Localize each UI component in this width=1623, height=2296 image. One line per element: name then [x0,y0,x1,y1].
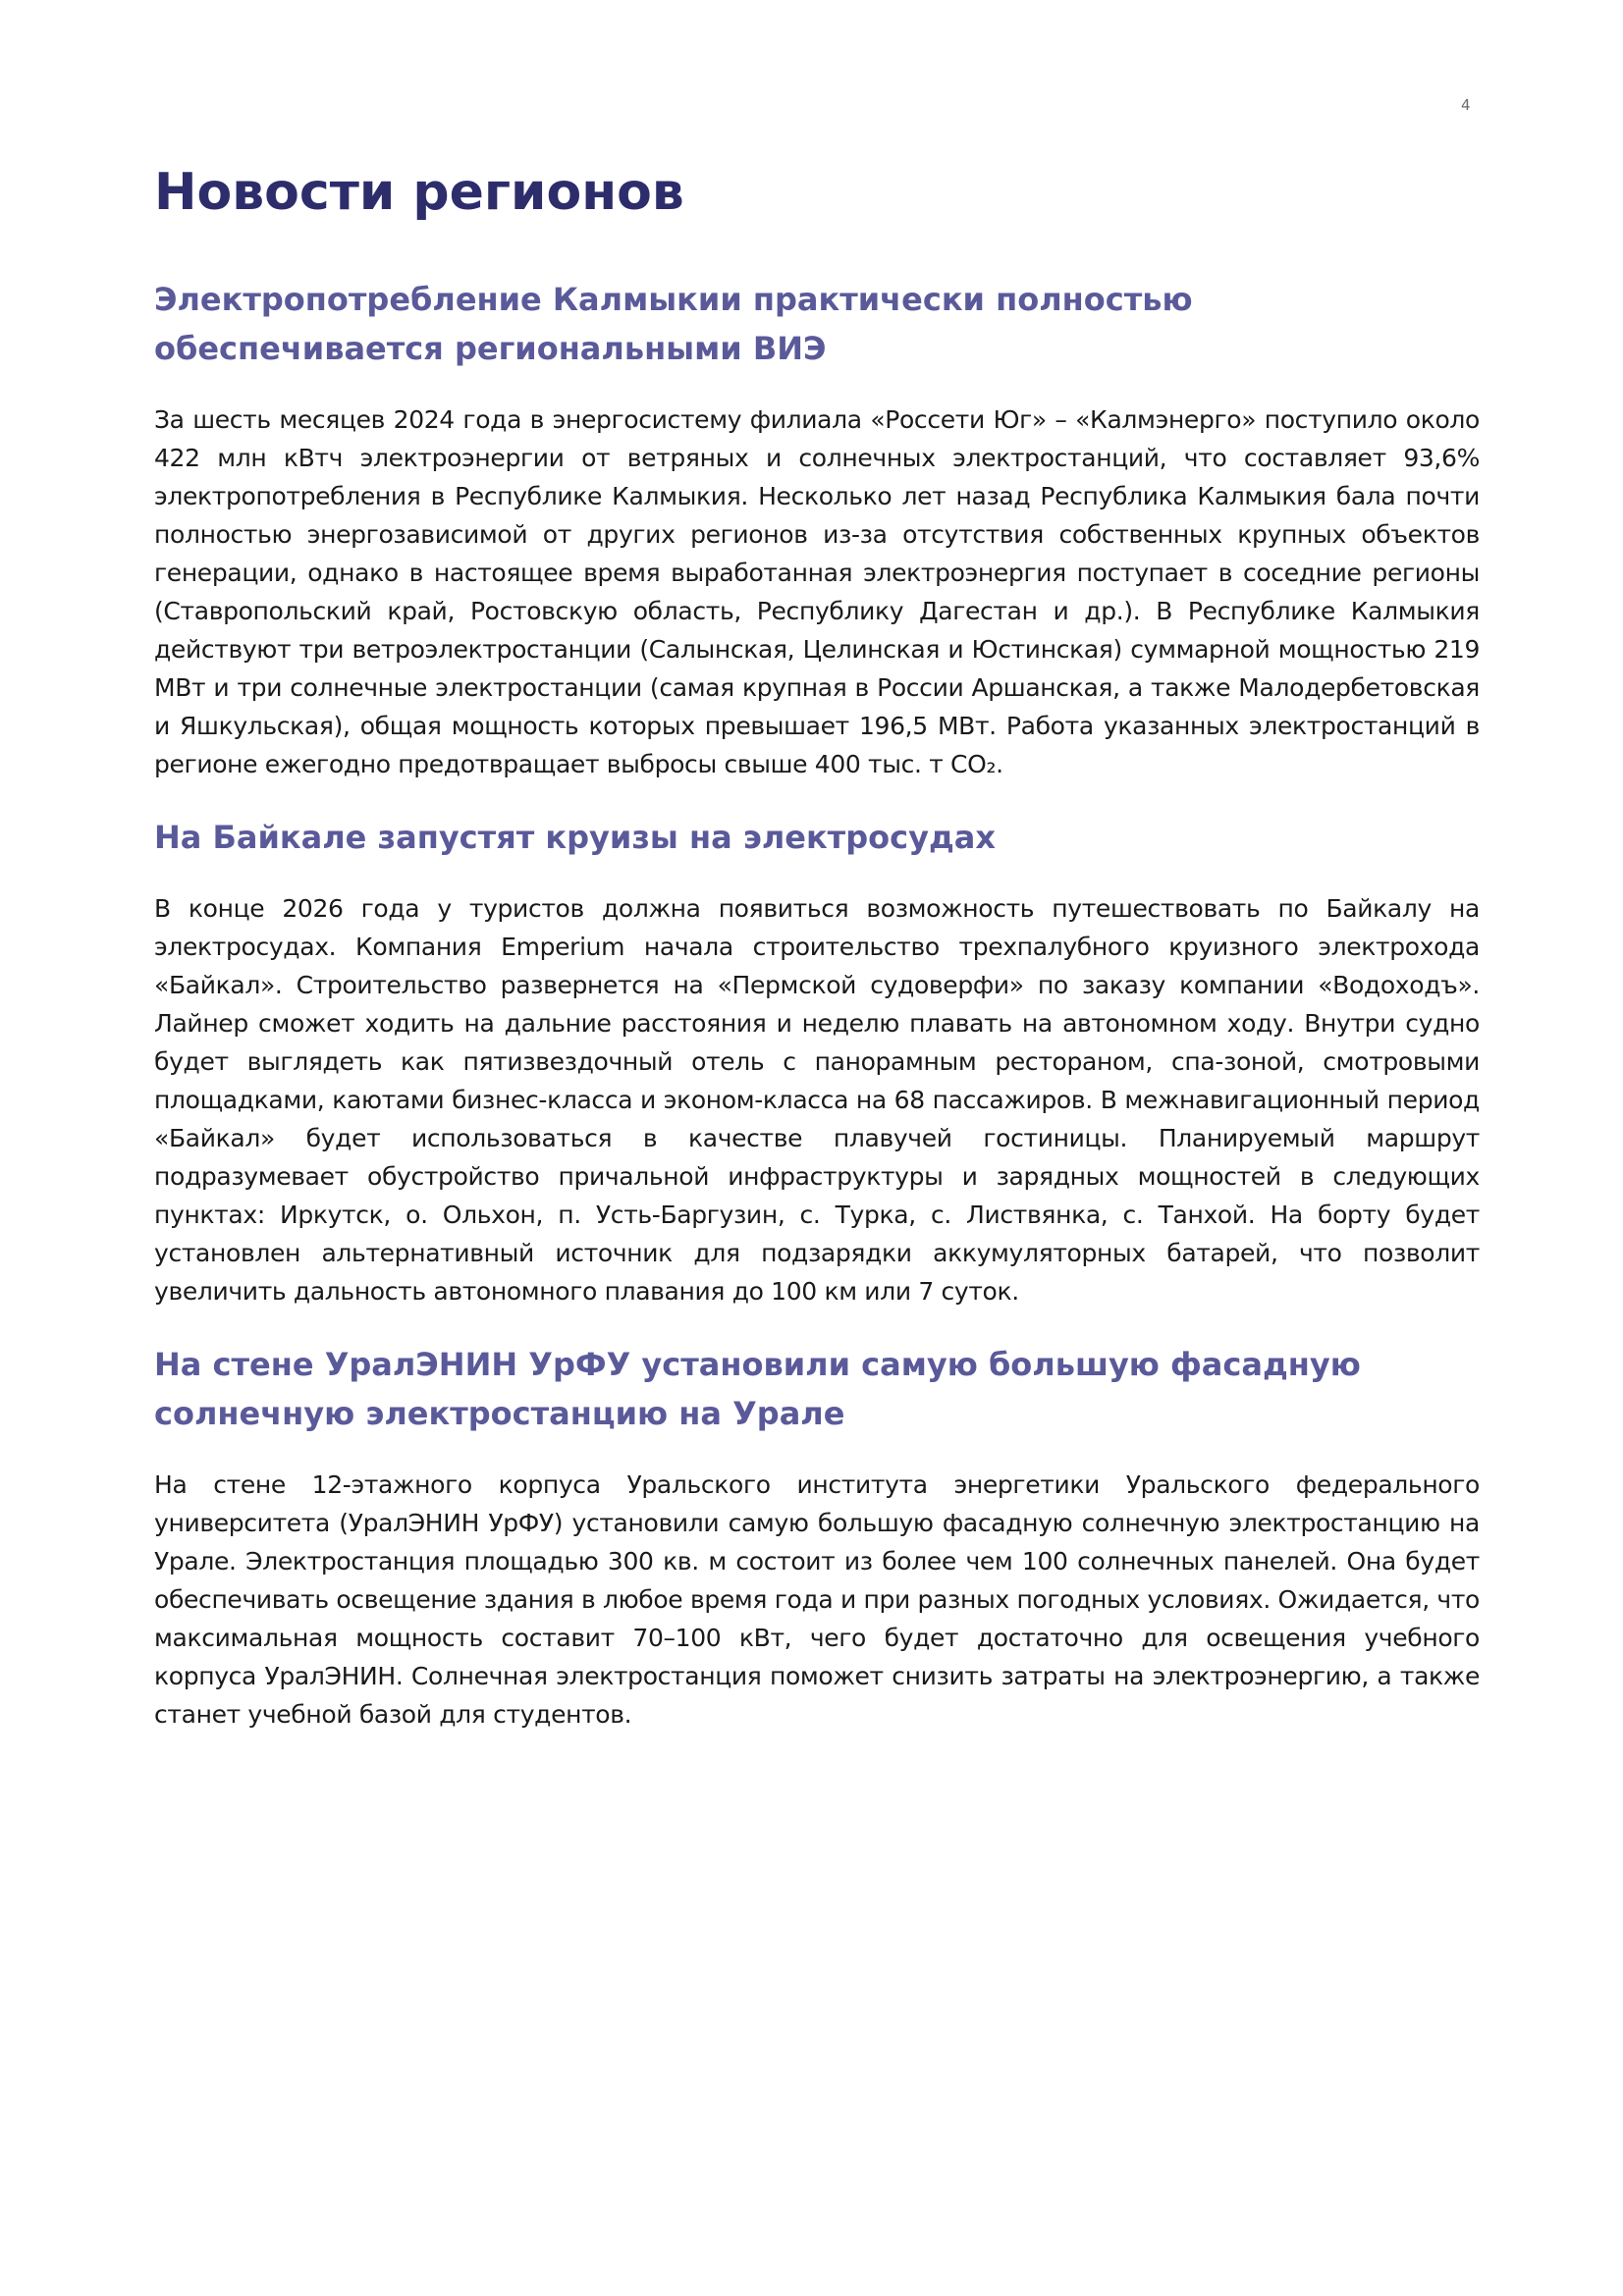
article-body: За шесть месяцев 2024 года в энергосистему филиала «Россети Юг» – «Калмэнерго» поступило около 422 млн кВтч электроэнергии от ветряных и солнечных электростанций, что составляет 93,6% электропотребления в Республике Калмыкия. Несколько лет назад Республика Калмыкия бала почти полностью энергозависимой от других регионов из-за отсутствия собственных крупных объектов генерации, однако в настоящее время выработанная электроэнергия поступает в соседние регионы (Ставропольский край, Ростовскую область, Республику Дагестан и др.). В Республике Калмыкия действуют три ветроэлектростанции (Салынская, Целинская и Юстинская) суммарной мощностью 219 МВт и три солнечные электростанции (самая крупная в России Аршанская, а также Малодербетовская и Яшкульская), общая мощность которых превышает 196,5 МВт. Работа указанных электростанций в регионе ежегодно предотвращает выбросы свыше 400 тыс. т CO₂. [154,405,1480,778]
page-title: Новости регионов [154,163,684,222]
article-heading: На стене УралЭНИН УрФУ установили самую большую фасадную солнечную электростанцию на Урале [154,1346,1361,1432]
page-number: 4 [1461,96,1471,114]
article-baikal [154,813,1480,1310]
article-body: В конце 2026 года у туристов должна появиться возможность путешествовать по Байкалу на электросудах. Компания Emperium начала строительство трехпалубного круизного электрохода «Байкал». Строительство развернется на «Пермской судоверфи» по заказу компании «Водоходъ». Лайнер сможет ходить на дальние расстояния и неделю плавать на автономном ходу. Внутри судно будет выглядеть как пятизвездочный отель с панорамным рестораном, спа-зоной, смотровыми площадками, каютами бизнес-класса и эконом-класса на 68 пассажиров. В межнавигационный период «Байкал» будет использоваться в качестве плавучей гостиницы. Планируемый маршрут подразумевает обустройство причальной инфраструктуры и зарядных мощностей в следующих пунктах: Иркутск, о. Ольхон, п. Усть-Баргузин, с. Турка, с. Листвянка, с. Танхой. На борту будет установлен альтернативный источник для подзарядки аккумуляторных батарей, что позволит увеличить дальность автономного плавания до 100 км или 7 суток. [154,894,1480,1306]
article-heading: Электропотребление Калмыкии практически полностью обеспечивается региональными ВИЭ [154,281,1193,367]
article-heading: На Байкале запустят круизы на электросудах [154,819,997,856]
page-content [154,157,1480,1763]
article-kalmykia [154,275,1480,783]
article-body: На стене 12-этажного корпуса Уральского института энергетики Уральского федерального университета (УралЭНИН УрФУ) установили самую большую фасадную солнечную электростанцию на Урале. Электростанция площадью 300 кв. м состоит из более чем 100 солнечных панелей. Она будет обеспечивать освещение здания в любое время года и при разных погодных условиях. Ожидается, что максимальная мощность составит 70–100 кВт, чего будет достаточно для освещения учебного корпуса УралЭНИН. Солнечная электростанция поможет снизить затраты на электроэнергию, а также станет учебной базой для студентов. [154,1470,1480,1729]
article-urfu [154,1340,1480,1734]
